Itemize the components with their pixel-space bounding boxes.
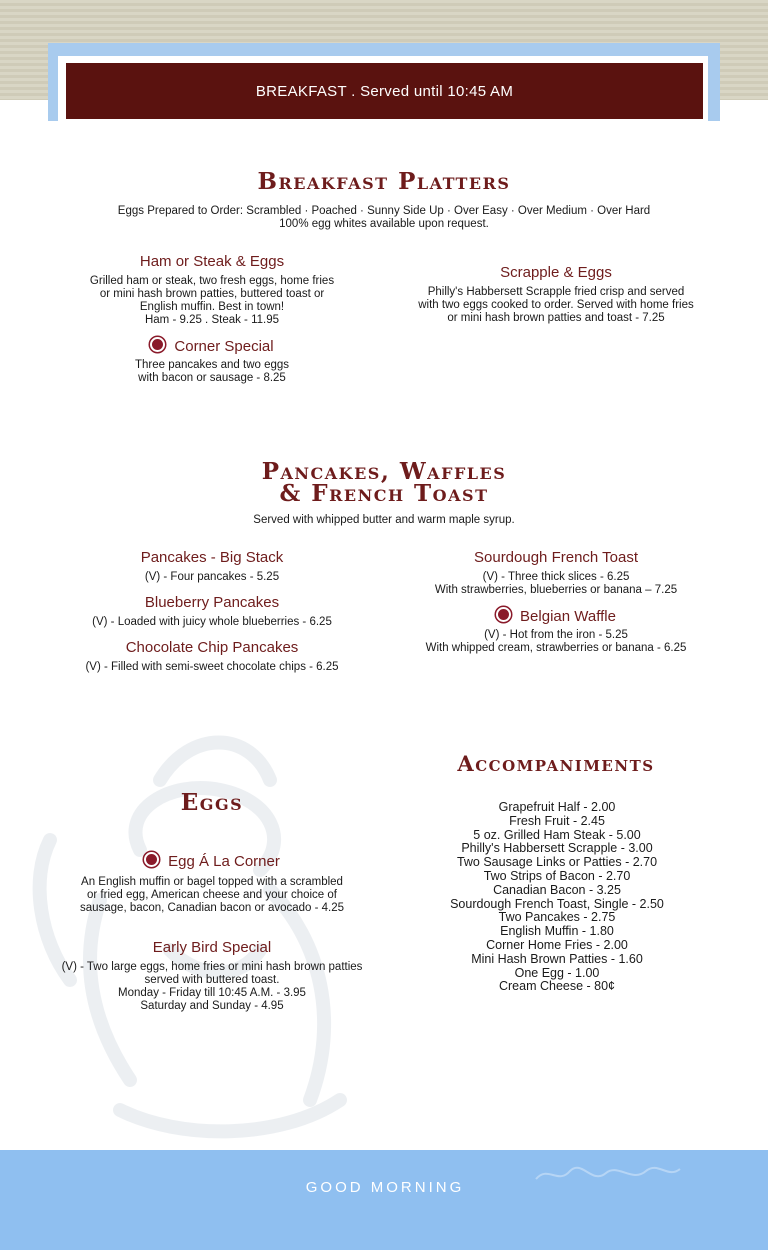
pancakes-section-title-line2: & French Toast <box>279 480 489 507</box>
list-item: One Egg - 1.00 <box>514 965 600 980</box>
syrup-note: Served with whipped butter and warm maple syrup. <box>253 514 515 526</box>
menu-item-name: Chocolate Chip Pancakes <box>125 639 299 656</box>
menu-item-description: (V) - Hot from the iron - 5.25 With whipped cream, strawberries or banana - 6.25 <box>425 629 687 654</box>
eggs-section-title: Eggs <box>180 789 244 816</box>
menu-item-title <box>62 549 362 567</box>
menu-item-name: Early Bird Special <box>152 939 272 956</box>
menu-item-description: (V) - Two large eggs, home fries or mini hash brown patties served with buttered toast. Monday - Friday till 10:45 A.M. - 3.95 Saturday and Sunday - 4.95 <box>61 961 363 1012</box>
menu-item-name: Egg Á La Corner <box>168 853 280 870</box>
house-favorite-icon <box>150 337 165 352</box>
list-item: Grapefruit Half - 2.00 <box>498 800 616 814</box>
menu-item-title <box>62 253 362 271</box>
menu-item-description: Grilled ham or steak, two fresh eggs, home fries or mini hash brown patties, buttered toast or English muffin. Best in town! Ham - 9.25 . Steak - 11.95 <box>89 275 335 326</box>
menu-item-description: An English muffin or bagel topped with a scrambled or fried egg, American cheese and your choice of sausage, bacon, Canadian bacon or avocado - 4.25 <box>79 876 345 914</box>
menu-item-description: (V) - Loaded with juicy whole blueberries - 6.25 <box>92 616 332 628</box>
accompaniments-section-title: Accompaniments <box>457 751 655 776</box>
menu-item-name: Ham or Steak & Eggs <box>139 253 285 270</box>
list-item: Two Strips of Bacon - 2.70 <box>483 868 631 883</box>
list-item: Canadian Bacon - 3.25 <box>493 882 621 897</box>
menu-item-description: Three pancakes and two eggs with bacon or sausage - 8.25 <box>134 359 290 384</box>
egg-white-note: 100% egg whites available upon request. <box>279 218 489 230</box>
list-item: Sourdough French Toast, Single - 2.50 <box>450 896 664 911</box>
menu-item-description: Philly's Habbersett Scrapple fried crisp and served with two eggs cooked to order. Served with home fries or mini hash brown patties and toast - 7.25 <box>418 286 694 324</box>
egg-style-note: Eggs Prepared to Order: Scrambled · Poached · Sunny Side Up · Over Easy · Over Medium · Over Hard <box>117 205 651 217</box>
accompaniments-list <box>412 801 702 994</box>
menu-item-description: (V) - Three thick slices - 6.25 With strawberries, blueberries or banana – 7.25 <box>434 571 678 596</box>
header-title: BREAKFAST . Served until 10:45 AM <box>255 82 514 100</box>
menu-item-title <box>62 939 362 957</box>
list-item: Two Sausage Links or Patties - 2.70 <box>456 855 658 870</box>
header-banner <box>66 63 703 119</box>
list-item: 5 oz. Grilled Ham Steak - 5.00 <box>473 827 641 842</box>
menu-item-description: (V) - Filled with semi-sweet chocolate chips - 6.25 <box>85 661 339 673</box>
menu-item-name: Blueberry Pancakes <box>144 594 280 611</box>
footer-logo-watermark <box>528 1155 688 1195</box>
menu-item-title <box>406 607 706 626</box>
menu-item-title <box>406 264 706 282</box>
breakfast-platters-title: Breakfast Platters <box>257 168 511 195</box>
menu-item-title <box>62 639 362 657</box>
menu-item-title <box>406 549 706 567</box>
menu-item-name: Pancakes - Big Stack <box>140 549 284 566</box>
list-item: Fresh Fruit - 2.45 <box>509 813 605 828</box>
list-item: Cream Cheese - 80¢ <box>498 979 616 994</box>
menu-item-description: (V) - Four pancakes - 5.25 <box>144 571 280 583</box>
list-item: Two Pancakes - 2.75 <box>498 910 616 925</box>
menu-item-name: Corner Special <box>174 338 274 355</box>
menu-item-name: Sourdough French Toast <box>474 549 638 566</box>
list-item: Philly's Habbersett Scrapple - 3.00 <box>461 841 653 856</box>
menu-item-name: Belgian Waffle <box>520 608 616 625</box>
menu-item-title <box>62 337 362 356</box>
list-item: Corner Home Fries - 2.00 <box>486 937 628 952</box>
menu-item-name: Scrapple & Eggs <box>500 264 612 281</box>
list-item: Mini Hash Brown Patties - 1.60 <box>471 951 643 966</box>
footer-greeting: GOOD MORNING <box>305 1179 465 1196</box>
house-favorite-icon <box>496 607 511 622</box>
menu-item-title <box>62 852 362 871</box>
chef-watermark-illustration <box>20 720 440 1150</box>
pancakes-section-title: Pancakes, Waffles <box>261 458 507 485</box>
menu-item-title <box>62 594 362 612</box>
list-item: English Muffin - 1.80 <box>500 924 614 939</box>
house-favorite-icon <box>144 852 159 867</box>
